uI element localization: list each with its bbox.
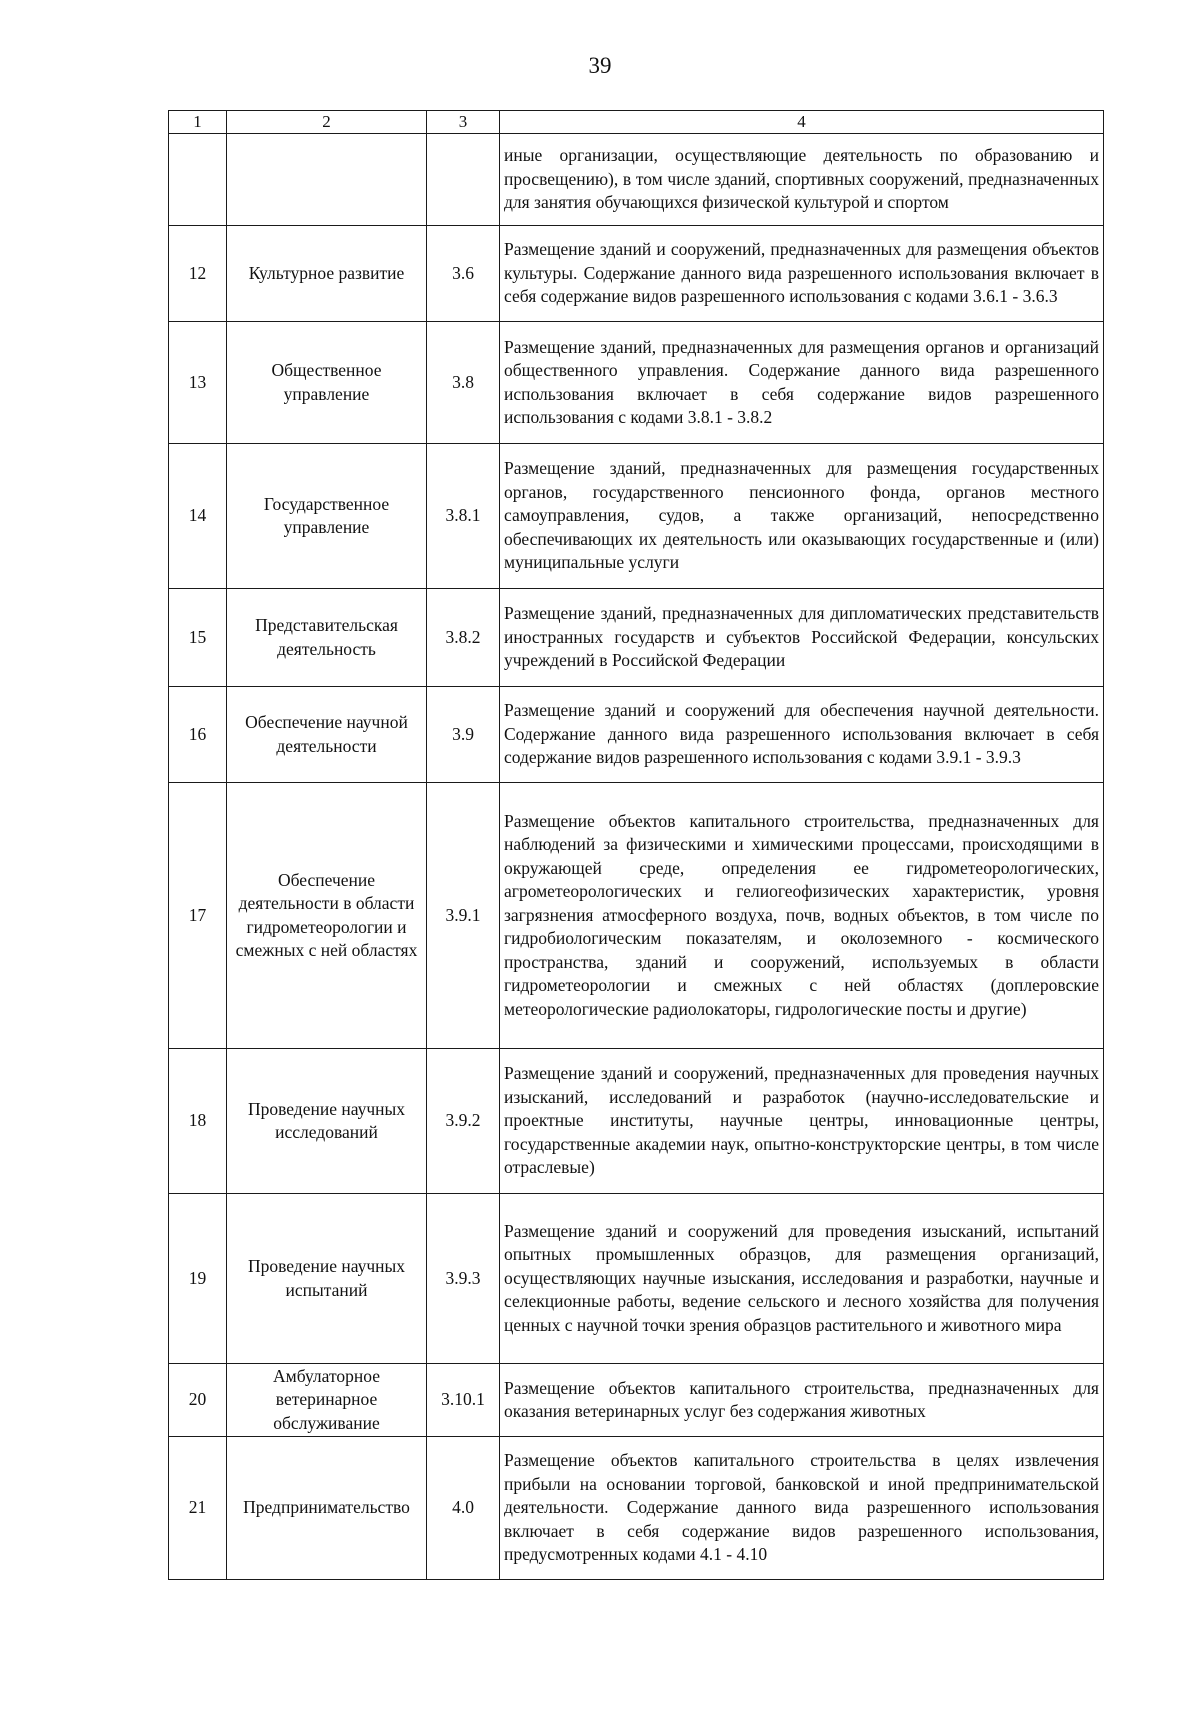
- row-number: 17: [169, 783, 227, 1049]
- row-code: [427, 134, 500, 226]
- row-number: 14: [169, 444, 227, 589]
- row-name: Предпринимательство: [227, 1437, 427, 1580]
- row-code: 3.9.2: [427, 1049, 500, 1194]
- row-code: 3.9.1: [427, 783, 500, 1049]
- row-description: Размещение зданий, предназначенных для размещения государственных органов, государственного пенсионного фонда, органов местного самоуправления, судов, а также организаций, непосредственно обеспечивающих их деятельность или оказывающих государственные и (или) муниципальные услуги: [500, 444, 1104, 589]
- row-code: 3.6: [427, 226, 500, 322]
- land-use-table: [168, 110, 1104, 1580]
- page-number: 39: [588, 53, 612, 78]
- column-header-number: 1: [169, 111, 227, 134]
- row-number: 16: [169, 687, 227, 783]
- table-row: [169, 1437, 1104, 1580]
- row-code: 3.9: [427, 687, 500, 783]
- row-code: 3.8: [427, 322, 500, 444]
- table-row: [169, 1194, 1104, 1364]
- table-row: [169, 444, 1104, 589]
- row-code: 3.10.1: [427, 1364, 500, 1437]
- column-header-description: 4: [500, 111, 1104, 134]
- row-name: Государственное управление: [227, 444, 427, 589]
- row-name: Амбулаторное ветеринарное обслуживание: [227, 1364, 427, 1437]
- table-row: [169, 1364, 1104, 1437]
- column-header-code: 3: [427, 111, 500, 134]
- table-row: [169, 322, 1104, 444]
- row-number: 15: [169, 589, 227, 687]
- row-name: Обеспечение научной деятельности: [227, 687, 427, 783]
- row-description: Размещение объектов капитального строительства в целях извлечения прибыли на основании торговой, банковской и иной предпринимательской деятельности. Содержание данного вида разрешенного использования включает в себя содержание видов разрешенного использования, предусмотренных кодами 4.1 - 4.10: [500, 1437, 1104, 1580]
- row-description: Размещение зданий и сооружений, предназначенных для размещения объектов культуры. Содержание данного вида разрешенного использования включает в себя содержание видов разрешенного использования с кодами 3.6.1 - 3.6.3: [500, 226, 1104, 322]
- table-header-row: [169, 111, 1104, 134]
- row-number: 20: [169, 1364, 227, 1437]
- row-name: Проведение научных испытаний: [227, 1194, 427, 1364]
- row-description: Размещение зданий и сооружений, предназначенных для проведения научных изысканий, исследований и разработок (научно-исследовательские и проектные институты, научные центры, инновационные центры, государственные академии наук, опытно-конструкторские центры, в том числе отраслевые): [500, 1049, 1104, 1194]
- table-row: [169, 589, 1104, 687]
- row-name: Обеспечение деятельности в области гидрометеорологии и смежных с ней областях: [227, 783, 427, 1049]
- table-row: [169, 783, 1104, 1049]
- row-name: Проведение научных исследований: [227, 1049, 427, 1194]
- table-row: [169, 687, 1104, 783]
- row-number: 12: [169, 226, 227, 322]
- row-name: [227, 134, 427, 226]
- row-number: [169, 134, 227, 226]
- table-row: [169, 134, 1104, 226]
- row-code: 3.9.3: [427, 1194, 500, 1364]
- row-description: Размещение зданий и сооружений для проведения изысканий, испытаний опытных промышленных образцов, для размещения организаций, осуществляющих научные изыскания, исследования и разработки, научные и селекционные работы, ведение сельского и лесного хозяйства для получения ценных с научной точки зрения образцов растительного и животного мира: [500, 1194, 1104, 1364]
- row-name: Культурное развитие: [227, 226, 427, 322]
- row-description: иные организации, осуществляющие деятельность по образованию и просвещению), в том числе зданий, спортивных сооружений, предназначенных для занятия обучающихся физической культурой и спортом: [500, 134, 1104, 226]
- row-number: 13: [169, 322, 227, 444]
- row-number: 18: [169, 1049, 227, 1194]
- column-header-name: 2: [227, 111, 427, 134]
- row-description: Размещение зданий, предназначенных для размещения органов и организаций общественного управления. Содержание данного вида разрешенного использования включает в себя содержание видов разрешенного использования с кодами 3.8.1 - 3.8.2: [500, 322, 1104, 444]
- row-name: Представительская деятельность: [227, 589, 427, 687]
- row-code: 3.8.2: [427, 589, 500, 687]
- row-name: Общественное управление: [227, 322, 427, 444]
- row-description: Размещение объектов капитального строительства, предназначенных для наблюдений за физическими и химическими процессами, происходящими в окружающей среде, определения ее гидрометеорологических, агрометеорологических и гелиогеофизических характеристик, уровня загрязнения атмосферного воздуха, почв, водных объектов, в том числе по гидробиологическим показателям, и околоземного - космического пространства, зданий и сооружений, используемых в области гидрометеорологии и смежных с ней областях (доплеровские метеорологические радиолокаторы, гидрологические посты и другие): [500, 783, 1104, 1049]
- row-code: 4.0: [427, 1437, 500, 1580]
- table-row: [169, 226, 1104, 322]
- row-code: 3.8.1: [427, 444, 500, 589]
- row-number: 19: [169, 1194, 227, 1364]
- row-description: Размещение зданий, предназначенных для дипломатических представительств иностранных государств и субъектов Российской Федерации, консульских учреждений в Российской Федерации: [500, 589, 1104, 687]
- row-number: 21: [169, 1437, 227, 1580]
- row-description: Размещение объектов капитального строительства, предназначенных для оказания ветеринарных услуг без содержания животных: [500, 1364, 1104, 1437]
- table-row: [169, 1049, 1104, 1194]
- row-description: Размещение зданий и сооружений для обеспечения научной деятельности. Содержание данного вида разрешенного использования включает в себя содержание видов разрешенного использования с кодами 3.9.1 - 3.9.3: [500, 687, 1104, 783]
